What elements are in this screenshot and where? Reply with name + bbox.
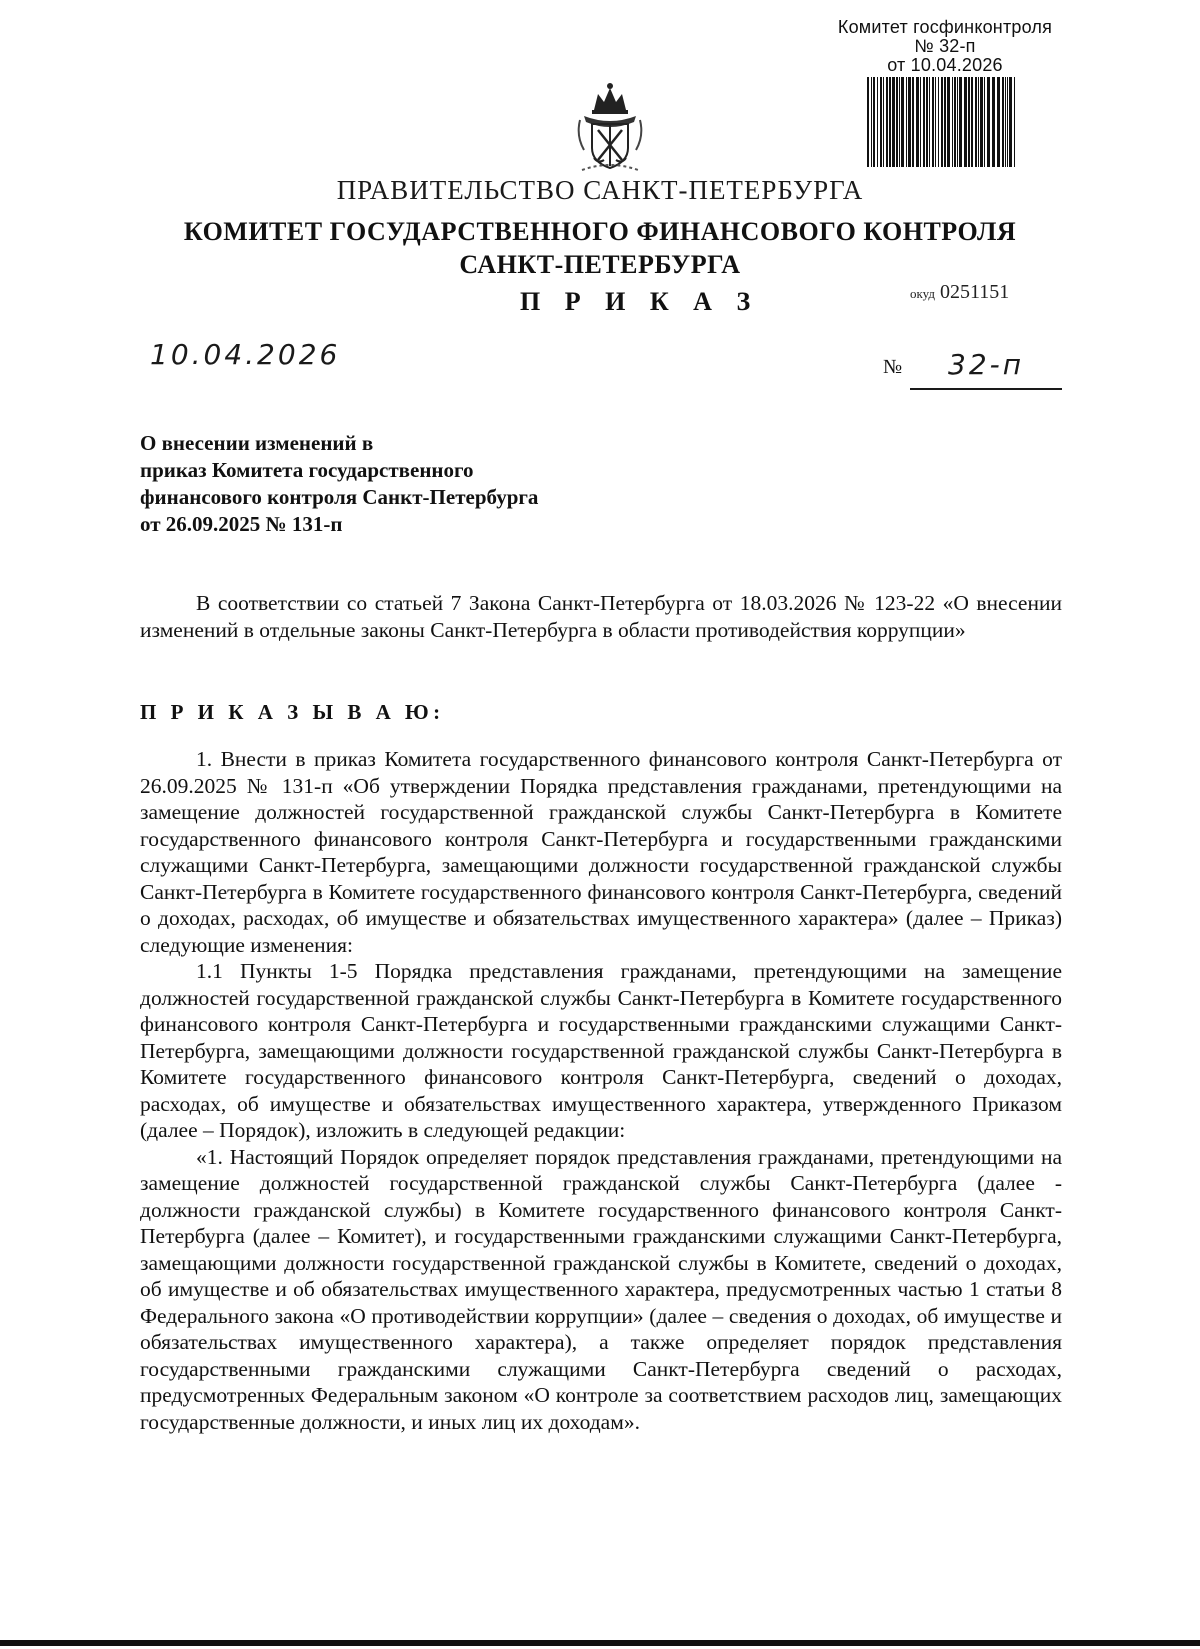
barcode-bar: [880, 77, 882, 167]
stamp-number: № 32-п: [914, 36, 976, 56]
barcode-bar: [1005, 77, 1006, 167]
barcode-bar: [987, 77, 990, 167]
barcode-bar: [1007, 77, 1008, 167]
order-caption: П Р И К А З Ы В А Ю:: [140, 700, 445, 724]
barcode-bar: [952, 77, 953, 167]
coat-of-arms: [570, 80, 650, 175]
barcode-bar: [968, 77, 970, 167]
barcode-bar: [959, 77, 962, 167]
paragraph-1: 1. Внести в приказ Комитета государственного финансового контроля Санкт-Петербурга от 26.09.2025 № 131-п «Об утверждении Порядка представления гражданами, претендующими на замещение должностей государственной гражданской службы Санкт-Петербурга в Комитете государственного финансового контроля Санкт-Петербурга и государственными гражданскими служащими Санкт-Петербурга, замещающими должности государственной гражданской службы Санкт-Петербурга в Комитете государственного финансового контроля Санкт-Петербурга, сведений о доходах, расходах, об имуществе и обязательствах имущественного характера» (далее – Приказ) следующие изменения:: [140, 747, 1062, 957]
barcode-bar: [1014, 77, 1015, 167]
okud-code-block: [910, 281, 1009, 304]
preamble: [140, 590, 1062, 643]
barcode-bar: [935, 77, 936, 167]
barcode-bar: [944, 77, 946, 167]
barcode-bar: [871, 77, 872, 167]
subject-line: О внесении изменений в: [140, 431, 374, 455]
subject-line: приказ Комитета государственного: [140, 458, 474, 482]
barcode-bar: [978, 77, 979, 167]
stamp-committee: Комитет госфинконтроля: [837, 17, 1053, 37]
okud-code: 0251151: [939, 281, 1010, 303]
barcode-bar: [938, 77, 939, 167]
committee-title-line1: КОМИТЕТ ГОСУДАРСТВЕННОГО ФИНАНСОВОГО КОНТРОЛЯ: [183, 217, 1017, 246]
barcode-bar: [916, 77, 919, 167]
registration-number-underline: [910, 388, 1062, 390]
registration-number-label: №: [883, 356, 903, 378]
coat-of-arms-icon: [570, 80, 650, 175]
barcode-bar: [957, 77, 958, 167]
committee-title-line2: САНКТ-ПЕТЕРБУРГА: [459, 250, 741, 279]
barcode-bar: [896, 77, 898, 167]
barcode-bar: [892, 77, 895, 167]
order-body: [140, 746, 1062, 1435]
government-title: ПРАВИТЕЛЬСТВО САНКТ-ПЕТЕРБУРГА: [336, 175, 864, 205]
barcode-bar: [889, 77, 891, 167]
barcode-bar: [926, 77, 928, 167]
barcode-bar: [877, 77, 878, 167]
preamble-text: В соответствии со статьей 7 Закона Санкт-Петербурга от 18.03.2026 № 123-22 «О внесении изменений в отдельные законы Санкт-Петербурга в области противодействия коррупции»: [140, 591, 1062, 642]
barcode-bar: [906, 77, 907, 167]
stamp-date: от 10.04.2026: [887, 55, 1003, 75]
paragraph-quote-1: «1. Настоящий Порядок определяет порядок представления гражданами, претендующими на замещение должностей государственной гражданской службы Санкт-Петербурга (далее - должности гражданской службы) в Комитете государственного финансового контроля Санкт-Петербурга (далее – Комитет), и государственными гражданскими служащими Санкт-Петербурга, замещающими должности государственной гражданской службы в Комитете, сведений о доходах, об имуществе и об обязательствах имущественного характера, предусмотренных частью 1 статьи 8 Федерального закона «О противодействии коррупции» (далее – сведения о доходах, об имуществе и обязательствах имущественного характера), а также определяет порядок представления государственными гражданскими служащими Санкт-Петербурга сведений о расходах, предусмотренных Федеральным законом «О контроле за соответствием расходов лиц, замещающих государственные должности, и иных лиц их доходам».: [140, 1144, 1062, 1434]
barcode-bar: [901, 77, 904, 167]
barcode-bar: [992, 77, 995, 167]
barcode-bar: [954, 77, 956, 167]
handwritten-date: 10.04.2026: [150, 338, 341, 371]
barcode-icon: [865, 77, 1025, 167]
barcode-bar: [964, 77, 967, 167]
barcode-bar: [997, 77, 1000, 167]
barcode-bar: [1002, 77, 1004, 167]
barcode-bar: [947, 77, 950, 167]
barcode-bar: [912, 77, 914, 167]
okud-label: окуд: [910, 286, 935, 301]
barcode-bar: [984, 77, 985, 167]
barcode-bar: [971, 77, 973, 167]
barcode-bar: [929, 77, 930, 167]
registration-stamp: [830, 18, 1060, 167]
barcode-bar: [908, 77, 911, 167]
barcode-bar: [920, 77, 921, 167]
document-type: П Р И К А З: [520, 287, 760, 316]
barcode-bar: [980, 77, 983, 167]
barcode-bar: [883, 77, 884, 167]
barcode-bar: [923, 77, 925, 167]
subject-block: [140, 430, 700, 538]
handwritten-number: 32-п: [948, 348, 1025, 381]
barcode-bar: [932, 77, 934, 167]
barcode-bar: [941, 77, 943, 167]
scan-edge: [0, 1640, 1200, 1646]
subject-line: финансового контроля Санкт-Петербурга: [140, 485, 539, 509]
subject-line: от 26.09.2025 № 131-п: [140, 512, 343, 536]
barcode-bar: [975, 77, 977, 167]
barcode-bar: [867, 77, 869, 167]
paragraph-1-1: 1.1 Пункты 1-5 Порядка представления гражданами, претендующими на замещение должностей государственной гражданской службы Санкт-Петербурга в Комитете государственного финансового контроля Санкт-Петербурга и государственными гражданскими служащими Санкт-Петербурга, замещающими должности государственной гражданской службы Санкт-Петербурга в Комитете государственного финансового контроля Санкт-Петербурга, сведений о доходах, расходах, об имуществе и обязательствах имущественного характера, утвержденного Приказом (далее – Порядок), изложить в следующей редакции:: [140, 959, 1062, 1142]
barcode-bar: [873, 77, 875, 167]
barcode-bar: [886, 77, 888, 167]
barcode-bar: [899, 77, 900, 167]
barcode-bar: [1009, 77, 1012, 167]
